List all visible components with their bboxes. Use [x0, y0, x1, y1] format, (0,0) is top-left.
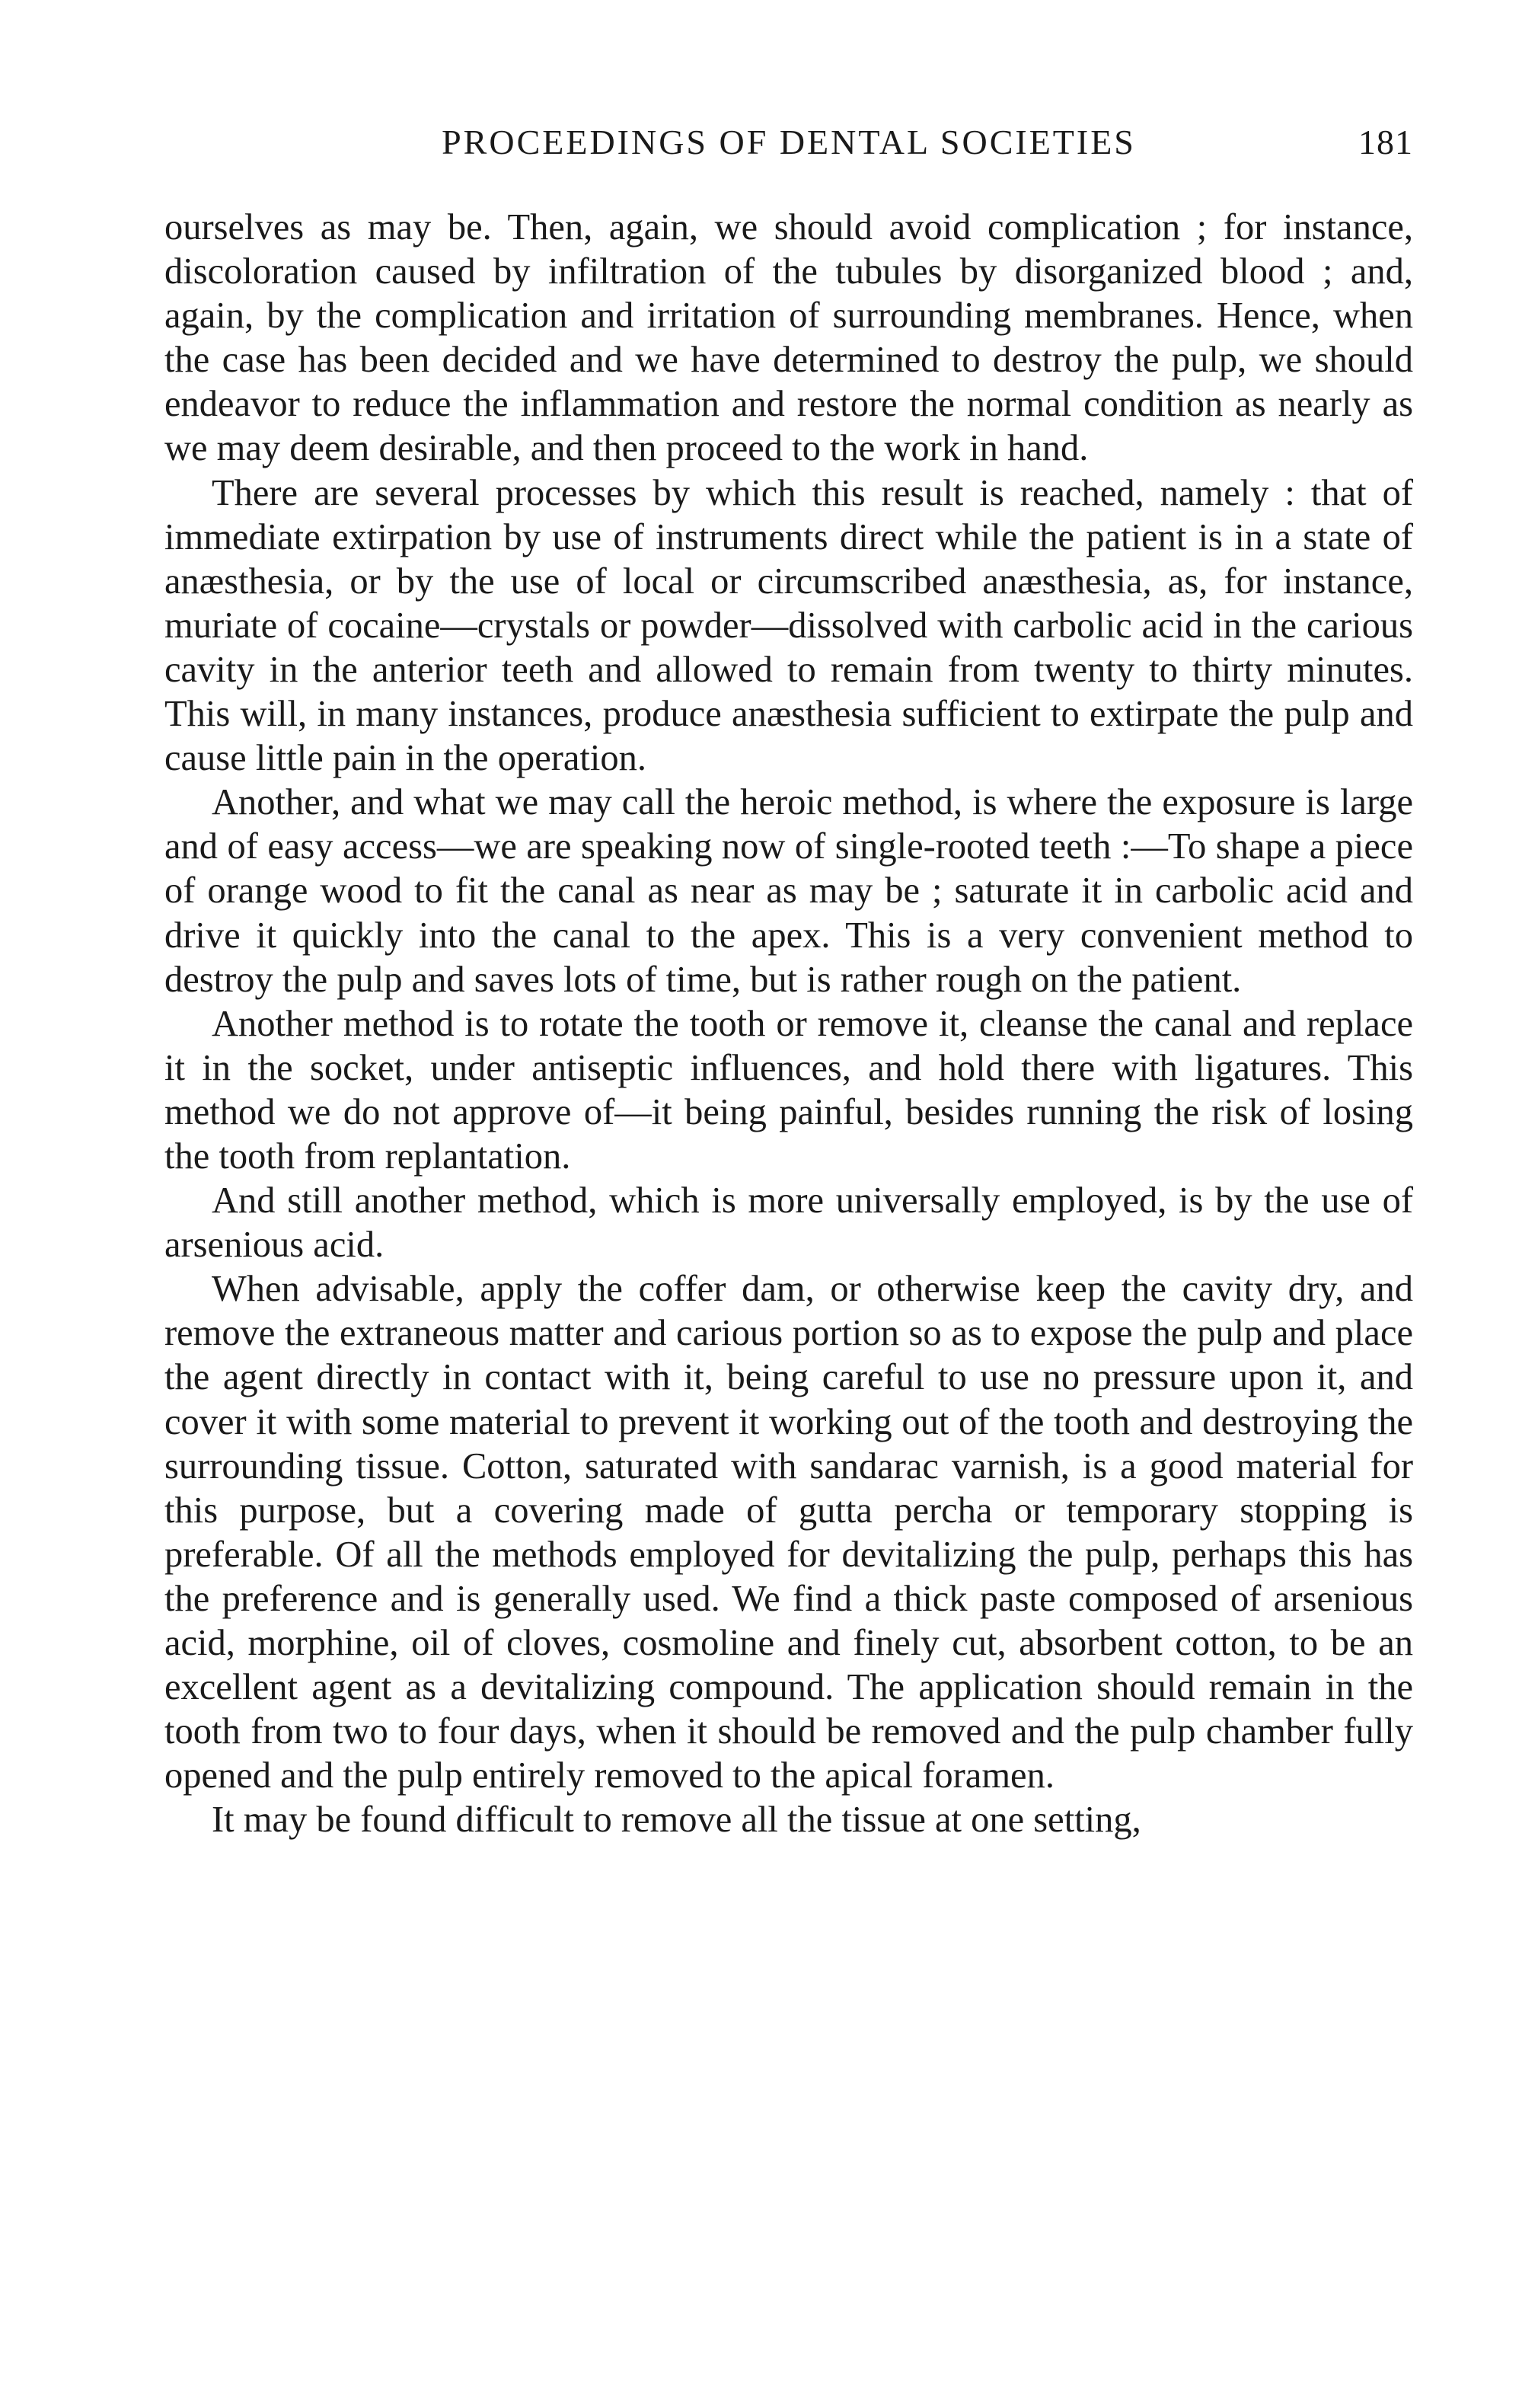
- page-number: 181: [1358, 123, 1413, 161]
- body-text: [164, 206, 1413, 1842]
- running-head: PROCEEDINGS OF DENTAL SOCIETIES: [442, 123, 1136, 161]
- paragraph: Another method is to rotate the tooth or remove it, cleanse the canal and replace it in the socket, under antiseptic influences, and hold there with ligatures. This method we do not approve of—it being painful, besides running the risk of losing the tooth from replantation.: [164, 1003, 1413, 1177]
- paragraph: There are several processes by which this result is reached, namely : that of immediate extirpation by use of instruments direct while the patient is in a state of anæsthesia, or by the use of local or circumscribed anæsthesia, as, for instance, muriate of cocaine—crystals or powder—dissolved with carbolic acid in the carious cavity in the anterior teeth and allowed to remain from twenty to thirty minutes. This will, in many instances, produce anæsthesia sufficient to extirpate the pulp and cause little pain in the operation.: [164, 472, 1413, 779]
- paragraph: And still another method, which is more universally employed, is by the use of arsenious acid.: [164, 1180, 1413, 1266]
- page-header: [164, 122, 1413, 168]
- paragraph: It may be found difficult to remove all the tissue at one setting,: [212, 1800, 1141, 1841]
- paragraph: Another, and what we may call the heroic method, is where the exposure is large and of easy access—we are speaking now of single-rooted teeth :—To shape a piece of orange wood to fit the canal as near as may be ; saturate it in carbolic acid and drive it quickly into the canal to the apex. This is a very convenient method to destroy the pulp and saves lots of time, but is rather rough on the patient.: [164, 782, 1413, 1000]
- paragraph: When advisable, apply the coffer dam, or otherwise keep the cavity dry, and remove the extraneous matter and carious portion so as to expose the pulp and place the agent directly in contact with it, being careful to use no pressure upon it, and cover it with some material to prevent it working out of the tooth and destroying the surrounding tissue. Cotton, saturated with sandarac varnish, is a good material for this purpose, but a covering made of gutta percha or temporary stopping is preferable. Of all the methods employed for devitalizing the pulp, perhaps this has the preference and is generally used. We find a thick paste composed of arsenious acid, morphine, oil of cloves, cosmoline and finely cut, absorbent cotton, to be an excellent agent as a devitalizing compound. The application should remain in the tooth from two to four days, when it should be removed and the pulp chamber fully opened and the pulp entirely removed to the apical foramen.: [164, 1269, 1413, 1796]
- paragraph-continued: ourselves as may be. Then, again, we should avoid complication ; for instance, discoloration caused by infiltration of the tubules by disorganized blood ; and, again, by the complication and irritation of surrounding membranes. Hence, when the case has been decided and we have determined to destroy the pulp, we should endeavor to reduce the inflammation and restore the normal condition as nearly as we may deem desirable, and then proceed to the work in hand.: [164, 207, 1413, 469]
